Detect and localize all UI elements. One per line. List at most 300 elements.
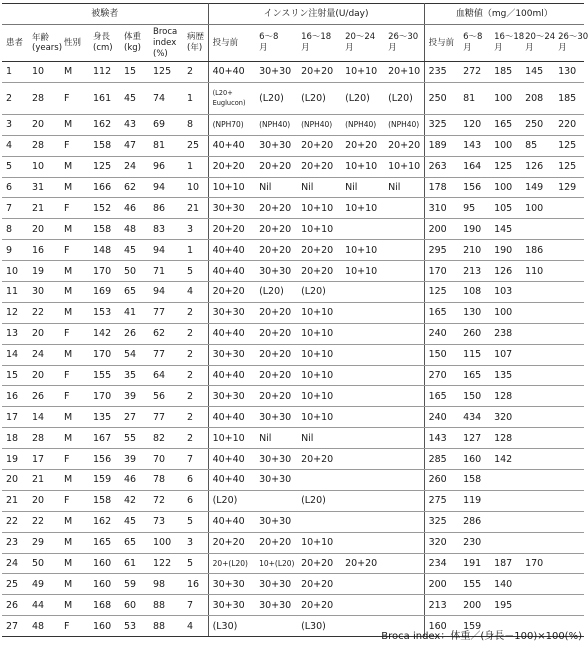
cell-no: 26 [2, 595, 28, 616]
cell-glucose-3 [521, 323, 554, 344]
header-glu-26-30-text: 26～30 月 [558, 32, 588, 53]
cell-insulin-0: 40+40 [208, 407, 255, 428]
cell-glucose-2: 190 [490, 240, 521, 261]
table-row [2, 177, 584, 198]
cell-no: 27 [2, 616, 28, 637]
group-header-subjects: 被験者 [2, 4, 208, 25]
cell-glucose-4 [554, 219, 584, 240]
cell-weight: 65 [120, 282, 149, 303]
cell-insulin-0: 40+40 [208, 365, 255, 386]
cell-glucose-0: 200 [424, 219, 459, 240]
cell-glucose-3: 250 [521, 114, 554, 135]
cell-glucose-0: 160 [424, 616, 459, 637]
cell-glucose-4: 220 [554, 114, 584, 135]
cell-weight: 45 [120, 511, 149, 532]
cell-weight: 46 [120, 198, 149, 219]
cell-glucose-2 [490, 532, 521, 553]
cell-insulin-1: 10+(L20) [255, 553, 297, 574]
cell-glucose-3 [521, 365, 554, 386]
cell-glucose-1: 158 [459, 470, 490, 491]
table-row [2, 302, 584, 323]
cell-insulin-2: 10+10 [297, 532, 341, 553]
cell-no: 23 [2, 532, 28, 553]
cell-age: 21 [28, 470, 60, 491]
group-header-row [2, 4, 584, 25]
cell-insulin-4 [384, 407, 424, 428]
cell-glucose-0: 325 [424, 511, 459, 532]
cell-height: 148 [89, 240, 120, 261]
cell-age: 14 [28, 407, 60, 428]
cell-age: 20 [28, 323, 60, 344]
cell-glucose-3 [521, 532, 554, 553]
cell-height: 160 [89, 616, 120, 637]
cell-glucose-2: 165 [490, 114, 521, 135]
cell-insulin-2: 20+20 [297, 553, 341, 574]
cell-glucose-0: 310 [424, 198, 459, 219]
cell-history: 4 [183, 616, 208, 637]
cell-glucose-1: 272 [459, 62, 490, 83]
cell-insulin-4 [384, 428, 424, 449]
cell-sex: M [60, 344, 89, 365]
header-age-text: 年齢 (years) [32, 33, 63, 53]
header-history [183, 25, 208, 62]
header-glu-16-18-text: 16～18 月 [494, 32, 525, 53]
cell-glucose-4: 185 [554, 82, 584, 114]
cell-no: 17 [2, 407, 28, 428]
cell-insulin-4 [384, 553, 424, 574]
cell-insulin-4 [384, 282, 424, 303]
cell-insulin-1: 20+20 [255, 240, 297, 261]
cell-insulin-2: 10+10 [297, 407, 341, 428]
cell-no: 6 [2, 177, 28, 198]
cell-no: 1 [2, 62, 28, 83]
cell-height: 166 [89, 177, 120, 198]
cell-insulin-3 [341, 282, 384, 303]
cell-insulin-1: 20+20 [255, 156, 297, 177]
group-header-insulin: インスリン注射量(U/day) [208, 4, 424, 25]
cell-insulin-0: (L20) [208, 490, 255, 511]
cell-sex: F [60, 616, 89, 637]
header-height-text: 身長 (cm) [93, 32, 113, 53]
cell-broca: 77 [149, 407, 183, 428]
cell-sex: F [60, 198, 89, 219]
cell-insulin-2: 10+10 [297, 344, 341, 365]
cell-glucose-2: 107 [490, 344, 521, 365]
cell-insulin-1: (L20) [255, 82, 297, 114]
cell-glucose-3: 126 [521, 156, 554, 177]
cell-insulin-0: 40+40 [208, 135, 255, 156]
cell-insulin-3 [341, 490, 384, 511]
cell-broca: 100 [149, 532, 183, 553]
cell-glucose-2: 145 [490, 219, 521, 240]
table-row [2, 344, 584, 365]
cell-insulin-4 [384, 574, 424, 595]
cell-weight: 54 [120, 344, 149, 365]
cell-insulin-2 [297, 511, 341, 532]
cell-insulin-3: 10+10 [341, 156, 384, 177]
cell-insulin-1: 20+20 [255, 219, 297, 240]
cell-history: 2 [183, 62, 208, 83]
header-ins-pre: 投与前 [208, 25, 255, 62]
header-ins-20-24-text: 20～24 月 [345, 32, 376, 53]
cell-history: 25 [183, 135, 208, 156]
cell-broca: 77 [149, 344, 183, 365]
cell-glucose-3: 170 [521, 553, 554, 574]
cell-insulin-3 [341, 219, 384, 240]
cell-history: 2 [183, 386, 208, 407]
cell-insulin-0: 40+40 [208, 470, 255, 491]
cell-age: 30 [28, 282, 60, 303]
cell-height: 170 [89, 386, 120, 407]
cell-glucose-4 [554, 198, 584, 219]
cell-insulin-4 [384, 323, 424, 344]
cell-height: 165 [89, 532, 120, 553]
cell-glucose-0: 275 [424, 490, 459, 511]
cell-glucose-3 [521, 302, 554, 323]
cell-history: 2 [183, 344, 208, 365]
cell-weight: 55 [120, 428, 149, 449]
cell-insulin-4 [384, 595, 424, 616]
cell-glucose-4 [554, 282, 584, 303]
cell-age: 19 [28, 261, 60, 282]
cell-sex: M [60, 532, 89, 553]
cell-age: 28 [28, 82, 60, 114]
cell-weight: 39 [120, 449, 149, 470]
cell-insulin-0: 10+10 [208, 428, 255, 449]
cell-sex: M [60, 428, 89, 449]
cell-weight: 62 [120, 177, 149, 198]
cell-glucose-4 [554, 490, 584, 511]
cell-age: 26 [28, 386, 60, 407]
cell-history: 21 [183, 198, 208, 219]
cell-height: 167 [89, 428, 120, 449]
cell-insulin-2: Nil [297, 428, 341, 449]
header-weight-text: 体重 (kg) [124, 32, 142, 53]
cell-insulin-1: (L20) [255, 282, 297, 303]
cell-insulin-3 [341, 386, 384, 407]
header-glu-pre: 投与前 [424, 25, 459, 62]
cell-insulin-3 [341, 365, 384, 386]
cell-insulin-1: 20+20 [255, 532, 297, 553]
cell-height: 125 [89, 156, 120, 177]
cell-broca: 94 [149, 177, 183, 198]
cell-no: 9 [2, 240, 28, 261]
cell-insulin-0: 30+30 [208, 574, 255, 595]
cell-no: 18 [2, 428, 28, 449]
cell-glucose-2: 135 [490, 365, 521, 386]
header-broca-text: Broca index (%) [153, 26, 178, 59]
cell-glucose-4 [554, 365, 584, 386]
cell-glucose-0: 178 [424, 177, 459, 198]
cell-insulin-0: (NPH70) [208, 114, 255, 135]
header-ins-16-18 [297, 25, 341, 62]
cell-broca: 83 [149, 219, 183, 240]
cell-glucose-3: 85 [521, 135, 554, 156]
cell-insulin-3 [341, 511, 384, 532]
cell-no: 10 [2, 261, 28, 282]
cell-height: 161 [89, 82, 120, 114]
cell-glucose-1: 210 [459, 240, 490, 261]
cell-history: 4 [183, 282, 208, 303]
cell-glucose-1: 260 [459, 323, 490, 344]
table-row [2, 62, 584, 83]
cell-insulin-4 [384, 511, 424, 532]
cell-glucose-1: 165 [459, 365, 490, 386]
cell-insulin-1: 30+30 [255, 62, 297, 83]
cell-weight: 43 [120, 114, 149, 135]
cell-insulin-2: 10+10 [297, 323, 341, 344]
cell-insulin-4: 10+10 [384, 156, 424, 177]
column-header-row [2, 25, 584, 62]
cell-insulin-3 [341, 595, 384, 616]
cell-glucose-3 [521, 219, 554, 240]
cell-sex: F [60, 240, 89, 261]
cell-glucose-4 [554, 261, 584, 282]
cell-broca: 71 [149, 261, 183, 282]
cell-sex: M [60, 574, 89, 595]
cell-glucose-2: 100 [490, 302, 521, 323]
cell-insulin-3 [341, 428, 384, 449]
cell-broca: 70 [149, 449, 183, 470]
cell-glucose-4 [554, 344, 584, 365]
cell-insulin-4 [384, 219, 424, 240]
cell-no: 13 [2, 323, 28, 344]
table-row [2, 532, 584, 553]
table-row [2, 574, 584, 595]
cell-insulin-1: 30+30 [255, 261, 297, 282]
cell-insulin-3 [341, 616, 384, 637]
cell-no: 11 [2, 282, 28, 303]
cell-history: 2 [183, 365, 208, 386]
cell-age: 21 [28, 198, 60, 219]
cell-insulin-4 [384, 240, 424, 261]
cell-broca: 122 [149, 553, 183, 574]
cell-no: 19 [2, 449, 28, 470]
cell-glucose-0: 165 [424, 386, 459, 407]
cell-no: 24 [2, 553, 28, 574]
cell-insulin-1: 20+20 [255, 198, 297, 219]
cell-no: 5 [2, 156, 28, 177]
cell-insulin-0: 40+40 [208, 511, 255, 532]
footnote: Broca index：体重／(身長－100)×100(%) [381, 631, 582, 642]
cell-weight: 60 [120, 595, 149, 616]
cell-history: 7 [183, 449, 208, 470]
cell-age: 48 [28, 616, 60, 637]
cell-age: 49 [28, 574, 60, 595]
cell-insulin-0: 40+40 [208, 240, 255, 261]
cell-weight: 39 [120, 386, 149, 407]
cell-glucose-0: 260 [424, 470, 459, 491]
cell-weight: 53 [120, 616, 149, 637]
cell-glucose-0: 165 [424, 302, 459, 323]
cell-no: 7 [2, 198, 28, 219]
cell-glucose-2: 195 [490, 595, 521, 616]
table-body [2, 62, 584, 637]
header-ins-26-30-text: 26～30 月 [388, 32, 419, 53]
cell-broca: 81 [149, 135, 183, 156]
table-row [2, 365, 584, 386]
cell-height: 160 [89, 574, 120, 595]
cell-glucose-1: 200 [459, 595, 490, 616]
cell-insulin-4 [384, 302, 424, 323]
cell-glucose-4: 125 [554, 156, 584, 177]
cell-glucose-4: 130 [554, 62, 584, 83]
cell-height: 142 [89, 323, 120, 344]
cell-insulin-1: 30+30 [255, 574, 297, 595]
cell-history: 5 [183, 553, 208, 574]
cell-glucose-4 [554, 240, 584, 261]
cell-no: 12 [2, 302, 28, 323]
cell-broca: 56 [149, 386, 183, 407]
cell-insulin-2: 20+20 [297, 62, 341, 83]
cell-insulin-3: 10+10 [341, 198, 384, 219]
cell-glucose-1: 119 [459, 490, 490, 511]
cell-sex: M [60, 219, 89, 240]
header-ins-26-30 [384, 25, 424, 62]
cell-history: 5 [183, 511, 208, 532]
header-broca [149, 25, 183, 62]
header-ins-16-18-text: 16～18 月 [301, 32, 332, 53]
cell-insulin-0: 30+30 [208, 386, 255, 407]
cell-glucose-3 [521, 574, 554, 595]
cell-insulin-2: 10+10 [297, 302, 341, 323]
cell-glucose-4: 125 [554, 135, 584, 156]
cell-glucose-1: 286 [459, 511, 490, 532]
cell-glucose-2: 100 [490, 177, 521, 198]
cell-insulin-0: 40+40 [208, 261, 255, 282]
cell-insulin-4 [384, 386, 424, 407]
cell-glucose-2: 142 [490, 449, 521, 470]
cell-insulin-2: 20+20 [297, 595, 341, 616]
table-row [2, 114, 584, 135]
cell-age: 10 [28, 62, 60, 83]
cell-insulin-4: (NPH40) [384, 114, 424, 135]
cell-age: 50 [28, 553, 60, 574]
group-header-glucose: 血糖値（mg／100ml） [424, 4, 584, 25]
cell-insulin-1: 20+20 [255, 344, 297, 365]
cell-insulin-2: 10+10 [297, 219, 341, 240]
cell-glucose-1: 120 [459, 114, 490, 135]
cell-history: 2 [183, 428, 208, 449]
cell-weight: 45 [120, 82, 149, 114]
cell-no: 14 [2, 344, 28, 365]
cell-no: 3 [2, 114, 28, 135]
cell-no: 20 [2, 470, 28, 491]
table-row [2, 240, 584, 261]
cell-insulin-4: 20+10 [384, 62, 424, 83]
cell-height: 152 [89, 198, 120, 219]
cell-history: 2 [183, 302, 208, 323]
header-sex: 性別 [60, 25, 89, 62]
header-no: 患者 [2, 25, 28, 62]
cell-glucose-2: 187 [490, 553, 521, 574]
cell-weight: 47 [120, 135, 149, 156]
cell-insulin-2: Nil [297, 177, 341, 198]
cell-glucose-2: 238 [490, 323, 521, 344]
cell-height: 159 [89, 470, 120, 491]
cell-broca: 94 [149, 282, 183, 303]
cell-broca: 73 [149, 511, 183, 532]
cell-history: 8 [183, 114, 208, 135]
cell-broca: 77 [149, 302, 183, 323]
cell-height: 112 [89, 62, 120, 83]
cell-glucose-3: 149 [521, 177, 554, 198]
cell-insulin-2: 10+10 [297, 198, 341, 219]
cell-insulin-2: 20+20 [297, 261, 341, 282]
cell-insulin-4 [384, 261, 424, 282]
cell-weight: 26 [120, 323, 149, 344]
cell-sex: M [60, 470, 89, 491]
cell-sex: F [60, 490, 89, 511]
cell-glucose-4 [554, 302, 584, 323]
cell-sex: M [60, 595, 89, 616]
cell-glucose-3 [521, 344, 554, 365]
cell-insulin-0: 40+40 [208, 62, 255, 83]
cell-broca: 74 [149, 82, 183, 114]
cell-insulin-1 [255, 490, 297, 511]
cell-sex: M [60, 302, 89, 323]
cell-height: 162 [89, 511, 120, 532]
cell-glucose-4 [554, 532, 584, 553]
cell-no: 22 [2, 511, 28, 532]
header-age [28, 25, 63, 62]
cell-no: 25 [2, 574, 28, 595]
cell-insulin-1: 20+20 [255, 323, 297, 344]
cell-glucose-1: 130 [459, 302, 490, 323]
cell-glucose-0: 213 [424, 595, 459, 616]
cell-broca: 69 [149, 114, 183, 135]
cell-insulin-1: 30+30 [255, 407, 297, 428]
cell-glucose-0: 234 [424, 553, 459, 574]
cell-age: 20 [28, 490, 60, 511]
cell-weight: 41 [120, 302, 149, 323]
cell-history: 6 [183, 490, 208, 511]
header-glu-6-8 [459, 25, 490, 62]
cell-sex: M [60, 261, 89, 282]
cell-weight: 59 [120, 574, 149, 595]
cell-history: 3 [183, 219, 208, 240]
cell-broca: 72 [149, 490, 183, 511]
cell-insulin-2: 10+10 [297, 386, 341, 407]
cell-glucose-2: 128 [490, 428, 521, 449]
cell-insulin-0: 10+10 [208, 177, 255, 198]
cell-glucose-2: 320 [490, 407, 521, 428]
cell-glucose-4 [554, 386, 584, 407]
cell-glucose-3: 100 [521, 198, 554, 219]
cell-insulin-2 [297, 470, 341, 491]
cell-insulin-3: Nil [341, 177, 384, 198]
cell-insulin-3 [341, 449, 384, 470]
cell-insulin-4: 20+20 [384, 135, 424, 156]
cell-broca: 62 [149, 323, 183, 344]
table-row [2, 407, 584, 428]
cell-glucose-4 [554, 595, 584, 616]
table-row [2, 553, 584, 574]
cell-insulin-4 [384, 532, 424, 553]
cell-history: 5 [183, 261, 208, 282]
cell-insulin-0: (L30) [208, 616, 255, 637]
cell-glucose-3 [521, 595, 554, 616]
cell-insulin-2: 20+20 [297, 240, 341, 261]
table-row [2, 135, 584, 156]
cell-insulin-0: 30+30 [208, 595, 255, 616]
cell-age: 29 [28, 532, 60, 553]
table-row [2, 282, 584, 303]
cell-glucose-2 [490, 470, 521, 491]
cell-insulin-1: 30+30 [255, 511, 297, 532]
cell-glucose-4 [554, 407, 584, 428]
cell-height: 169 [89, 282, 120, 303]
